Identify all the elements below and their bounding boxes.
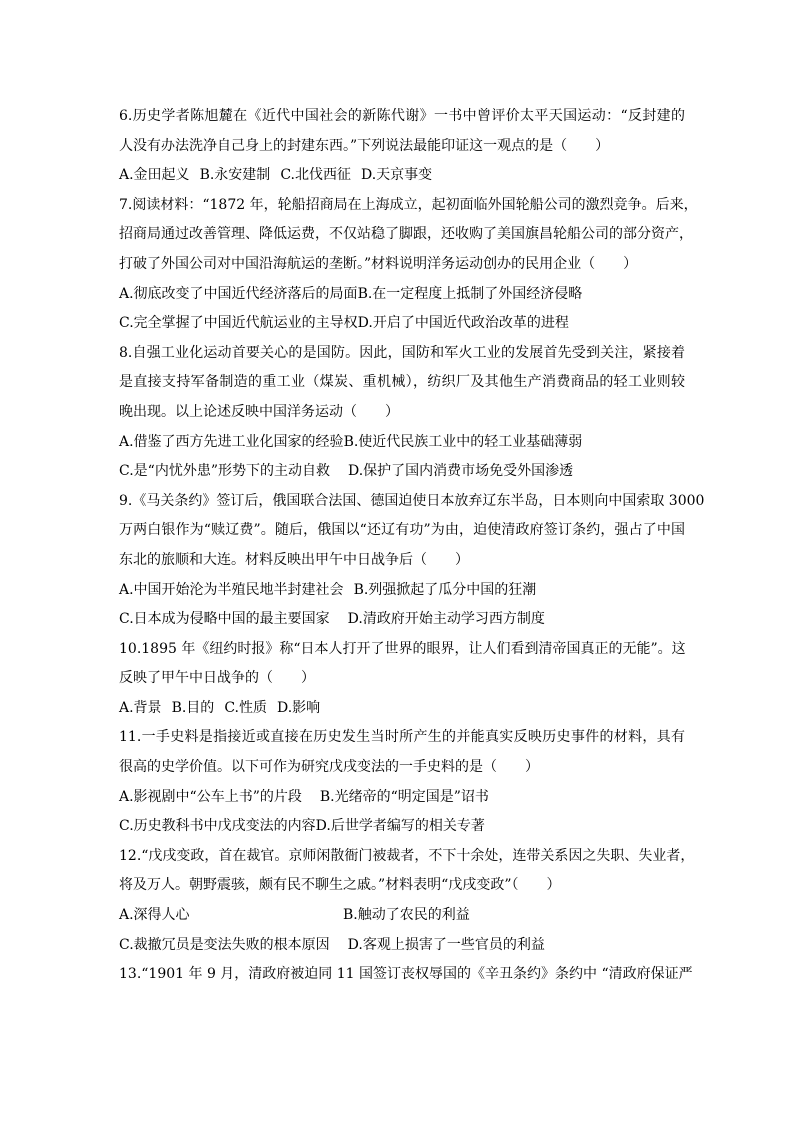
question-12-option-b[interactable]: B.触动了农民的利益 bbox=[343, 907, 470, 924]
question-6-option-d[interactable]: D.天京事变 bbox=[360, 167, 433, 184]
question-7-line-1: 7.阅读材料：“1872 年，轮船招商局在上海成立，起初面临外国轮船公司的激烈竞争。后来， bbox=[119, 196, 698, 213]
question-10-option-d[interactable]: D.影响 bbox=[276, 699, 321, 716]
question-10-options bbox=[119, 694, 685, 724]
question-11-option-d[interactable]: D.后世学者编写的相关专著 bbox=[315, 818, 485, 835]
question-6-options bbox=[119, 161, 685, 191]
question-10-line-2: 反映了甲午中日战争的（ ） bbox=[119, 670, 315, 687]
question-10-option-a[interactable]: A.背景 bbox=[119, 699, 162, 716]
question-8-line-1: 8.自强工业化运动首要关心的是国防。因此，国防和军火工业的发展首先受到关注，紧接着 bbox=[119, 344, 685, 361]
question-6-option-c[interactable]: C.北伐西征 bbox=[280, 167, 351, 184]
question-11-options-row-2 bbox=[119, 812, 685, 842]
question-7-options-row-2 bbox=[119, 309, 685, 339]
question-8-option-d[interactable]: D.保护了国内消费市场免受外国渗透 bbox=[347, 463, 574, 480]
question-12-line-2: 将及万人。朝野震骇，颇有民不聊生之戚。”材料表明“戊戌变政”（ ） bbox=[119, 877, 561, 894]
question-7 bbox=[119, 191, 698, 280]
question-11 bbox=[119, 723, 685, 782]
question-12-options-row-1 bbox=[119, 901, 685, 931]
question-11-line-2: 很高的史学价值。以下可作为研究戊戌变法的一手史料的是（ ） bbox=[119, 759, 539, 776]
question-7-option-c[interactable]: C.完全掌握了中国近代航运业的主导权 bbox=[119, 315, 358, 332]
question-8-options-row-2 bbox=[119, 457, 685, 487]
question-7-options-row-1 bbox=[119, 280, 685, 310]
question-10 bbox=[119, 635, 685, 694]
question-8-option-a[interactable]: A.借鉴了西方先进工业化国家的经验 bbox=[119, 433, 344, 450]
question-12-options-row-2 bbox=[119, 931, 685, 961]
question-9-line-1: 9.《马关条约》签订后，俄国联合法国、德国迫使日本放弃辽东半岛，日本则向中国索取 3000 bbox=[119, 492, 705, 509]
question-11-option-a[interactable]: A.影视剧中“公车上书”的片段 bbox=[119, 788, 302, 805]
question-11-options-row-1 bbox=[119, 783, 685, 813]
question-10-line-1: 10.1895 年《纽约时报》称“日本人打开了世界的眼界，让人们看到清帝国真正的无能”。这 bbox=[119, 640, 686, 657]
question-6 bbox=[119, 102, 685, 161]
question-13 bbox=[119, 960, 693, 990]
question-6-option-a[interactable]: A.金田起义 bbox=[119, 167, 190, 184]
question-12-option-a[interactable]: A.深得人心 bbox=[119, 907, 190, 924]
question-9-line-3: 东北的旅顺和大连。材料反映出甲午中日战争后（ ） bbox=[119, 551, 469, 568]
question-13-line-1: 13.“1901 年 9 月，清政府被迫同 11 国签订丧权辱国的《辛丑条约》条约中 “清政府保证严 bbox=[119, 966, 693, 983]
question-7-option-a[interactable]: A.彻底改变了中国近代经济落后的局面 bbox=[119, 285, 358, 302]
question-9-options-row-1 bbox=[119, 576, 685, 606]
question-6-line-1: 6.历史学者陈旭麓在《近代中国社会的新陈代谢》一书中曾评价太平天国运动：“反封建的 bbox=[119, 108, 685, 124]
question-12-option-d[interactable]: D.客观上损害了一些官员的利益 bbox=[347, 936, 545, 953]
question-8-options-row-1 bbox=[119, 428, 685, 458]
question-7-option-d[interactable]: D.开启了中国近代政治改革的进程 bbox=[357, 315, 569, 332]
question-11-option-c[interactable]: C.历史教科书中戊戌变法的内容 bbox=[119, 818, 316, 835]
question-9-options-row-2 bbox=[119, 605, 685, 635]
question-9-line-2: 万两白银作为“赎辽费”。随后，俄国以“还辽有功”为由，迫使清政府签订条约，强占了中国 bbox=[119, 522, 685, 539]
question-7-option-b[interactable]: B.在一定程度上抵制了外国经济侵略 bbox=[357, 285, 583, 302]
question-9 bbox=[119, 487, 705, 576]
question-9-option-a[interactable]: A.中国开始沦为半殖民地半封建社会 bbox=[119, 581, 344, 598]
question-8-line-2: 是直接支持军备制造的重工业（煤炭、重机械），纺织厂及其他生产消费商品的轻工业则较 bbox=[119, 374, 685, 391]
question-12-line-1: 12.“戊戌变政，首在裁官。京师闲散衙门被裁者，不下十余处，连带关系因之失职、失业者， bbox=[119, 847, 695, 864]
question-12 bbox=[119, 842, 695, 901]
question-7-line-2: 招商局通过改善管理、降低运费，不仅站稳了脚跟，还收购了美国旗昌轮船公司的部分资产， bbox=[119, 226, 693, 243]
question-9-option-c[interactable]: C.日本成为侵略中国的最主要国家 bbox=[119, 611, 330, 628]
question-9-option-d[interactable]: D.清政府开始主动学习西方制度 bbox=[347, 611, 545, 628]
question-6-option-b[interactable]: B.永安建制 bbox=[199, 167, 271, 184]
question-6-line-2: 人没有办法洗净自己身上的封建东西。”下列说法最能印证这一观点的是（ ） bbox=[119, 137, 610, 154]
question-11-line-1: 11.一手史料是指接近或直接在历史发生当时所产生的并能真实反映历史事件的材料，具有 bbox=[119, 729, 685, 746]
question-9-option-b[interactable]: B.列强掀起了瓜分中国的狂潮 bbox=[353, 581, 537, 598]
question-list bbox=[119, 102, 705, 990]
question-11-option-b[interactable]: B.光绪帝的“明定国是”诏书 bbox=[319, 788, 489, 805]
question-7-line-3: 打破了外国公司对中国沿海航运的垄断。”材料说明洋务运动创办的民用企业（ ） bbox=[119, 255, 638, 272]
question-8-option-c[interactable]: C.是“内忧外患”形势下的主动自救 bbox=[119, 463, 330, 480]
question-8-option-b[interactable]: B.使近代民族工业中的轻工业基础薄弱 bbox=[343, 433, 583, 450]
question-8-line-3: 晚出现。以上论述反映中国洋务运动（ ） bbox=[119, 403, 399, 420]
question-10-option-c[interactable]: C.性质 bbox=[224, 699, 267, 716]
question-10-option-b[interactable]: B.目的 bbox=[171, 699, 215, 716]
question-12-option-c[interactable]: C.裁撤冗员是变法失败的根本原因 bbox=[119, 936, 330, 953]
question-8 bbox=[119, 339, 685, 428]
